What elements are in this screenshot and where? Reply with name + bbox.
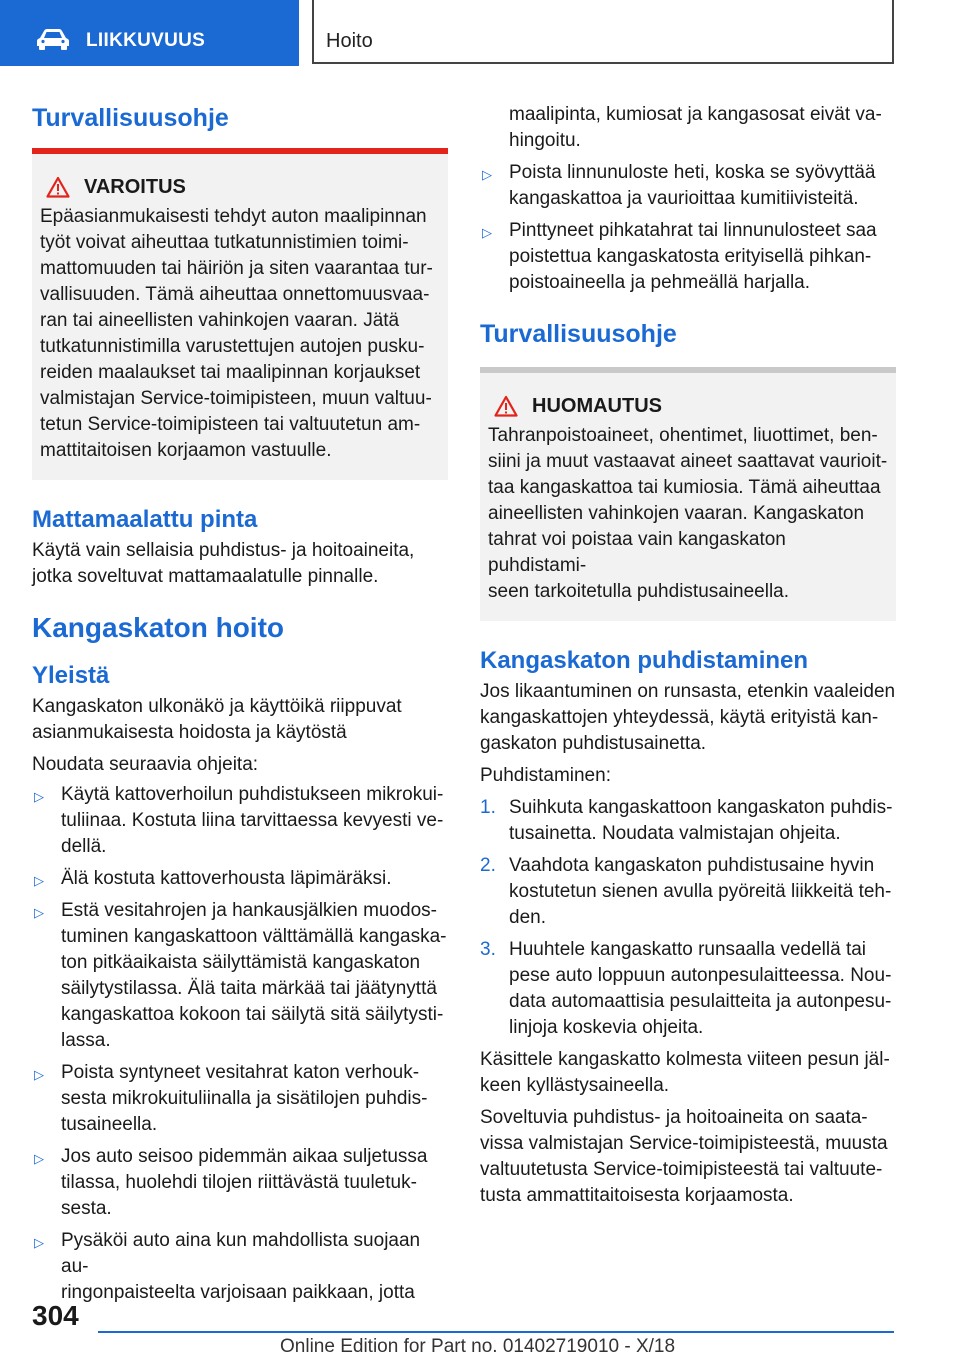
footer-divider [98, 1331, 894, 1333]
text-line: kangaskattoa kokoon tai säilytä sitä säilytysti- [61, 1004, 444, 1025]
step-item [480, 795, 896, 847]
list-item-continued [480, 102, 896, 154]
step-number: 1. [480, 797, 496, 818]
heading-general: Yleistä [32, 662, 110, 689]
triangle-bullet-icon: ▷ [482, 167, 492, 182]
text-line: tetun Service-toimipisteen tai valtuutetun am- [40, 414, 421, 435]
heading-safety-2: Turvallisuusohje [480, 320, 677, 348]
chapter-label: LIIKKUVUUS [86, 30, 206, 51]
text-line: tusta ammattitaitoisesta korjaamosta. [480, 1185, 794, 1206]
text-line: kostutetun sienen avulla pyöreitä liikkeitä teh- [509, 881, 892, 902]
warning-text [40, 204, 440, 464]
text-line: työt voivat aiheuttaa tutkatunnistimien toimi- [40, 232, 409, 253]
text-line: Poista linnunuloste heti, koska se syövyttää [509, 162, 876, 183]
text-line: Käytä kattoverhoilun puhdistukseen mikrokui- [61, 784, 444, 805]
general-paragraph [32, 694, 448, 746]
text-line: sesta. [61, 1198, 112, 1219]
cleaning-label: Puhdistaminen: [480, 765, 611, 786]
edition-text: Online Edition for Part no. 01402719010 - X/18 [280, 1336, 676, 1357]
text-line: keen kyllästysaineella. [480, 1075, 670, 1096]
page-number: 304 [32, 1300, 79, 1331]
list-item [32, 866, 448, 892]
text-line: asianmukaisesta hoidosta ja käytöstä [32, 722, 347, 743]
instructions-label: Noudata seuraavia ohjeita: [32, 754, 259, 775]
care-bullet-list [32, 782, 448, 1306]
text-line: Soveltuvia puhdistus- ja hoitoaineita on saata- [480, 1107, 868, 1128]
cleaning-paragraph [480, 679, 896, 757]
list-item [480, 160, 896, 212]
step-number: 2. [480, 855, 496, 876]
text-line: linjoja koskevia ohjeita. [509, 1017, 704, 1038]
list-item [32, 1228, 448, 1306]
text-line: Pinttyneet pihkatahrat tai linnunulosteet saa [509, 220, 877, 241]
text-line: taa kangaskattoa tai kumiosia. Tämä aiheuttaa [488, 477, 881, 498]
heading-safety: Turvallisuusohje [32, 104, 229, 132]
text-line: siini ja muut vastaavat aineet saattavat vaurioit- [488, 451, 888, 472]
chapter-tab[interactable] [0, 0, 299, 66]
right-column [480, 102, 896, 1209]
triangle-bullet-icon: ▷ [34, 873, 44, 888]
notice-title: HUOMAUTUS [532, 395, 662, 417]
section-label: Hoito [326, 30, 373, 52]
text-line: data automaattisia pesulaitteita ja autonpesu- [509, 991, 892, 1012]
warning-title-row [40, 174, 440, 200]
text-line: maalipinta, kumiosat ja kangasosat eivät va- [509, 104, 882, 125]
triangle-bullet-icon: ▷ [34, 789, 44, 804]
text-line: pese auto loppuun autonpesulaitteessa. Nou- [509, 965, 892, 986]
list-item [480, 218, 896, 296]
text-line: säilytystilassa. Älä taita märkää tai jäätynyttä [61, 978, 437, 999]
notice-title-row [488, 393, 888, 419]
text-line: gaskaton puhdistusainetta. [480, 733, 707, 754]
text-line: poistoaineella ja pehmeällä harjalla. [509, 272, 811, 293]
warning-triangle-icon [494, 395, 518, 417]
text-line: den. [509, 907, 546, 928]
text-line: mattitaitoisen korjaamon vastuulle. [40, 440, 332, 461]
text-line: Kangaskaton ulkonäkö ja käyttöikä riippuvat [32, 696, 402, 717]
impregnation-paragraph [480, 1047, 896, 1099]
text-line: Älä kostuta kattoverhousta läpimäräksi. [61, 868, 392, 889]
step-item [480, 937, 896, 1041]
text-line: Jos likaantuminen on runsasta, etenkin vaaleiden [480, 681, 896, 702]
text-line: hingoitu. [509, 130, 581, 151]
heading-fabric-roof-care: Kangaskaton hoito [32, 612, 285, 643]
text-line: vallisuuden. Tämä aiheuttaa onnettomuusvaa- [40, 284, 430, 305]
page-header [0, 0, 960, 66]
products-paragraph [480, 1105, 896, 1209]
text-line: Käytä vain sellaisia puhdistus- ja hoitoaineita, [32, 540, 415, 561]
text-line: Epäasianmukaisesti tehdyt auton maalipinnan [40, 206, 427, 227]
triangle-bullet-icon: ▷ [34, 1151, 44, 1166]
list-item [32, 1060, 448, 1138]
text-line: tilassa, huolehdi tilojen riittävästä tuuletuk- [61, 1172, 417, 1193]
text-line: vissa valmistajan Service-toimipisteestä, muusta [480, 1133, 888, 1154]
text-line: tahrat voi poistaa vain kangaskaton puhdistami- [488, 529, 786, 576]
step-item [480, 853, 896, 931]
list-item [32, 898, 448, 1054]
text-line: valtuutetusta Service-toimipisteestä tai valtuute- [480, 1159, 883, 1180]
text-line: mattomuuden tai häiriön ja siten vaarantaa tur- [40, 258, 433, 279]
text-line: ringonpaisteelta varjoisaan paikkaan, jotta [61, 1282, 415, 1303]
text-line: ran tai aineellisten vahinkojen vaaran. Jätä [40, 310, 400, 331]
text-line: Käsittele kangaskatto kolmesta viiteen pesun jäl- [480, 1049, 890, 1070]
text-line: Estä vesitahrojen ja hankausjälkien muodos- [61, 900, 437, 921]
warning-triangle-icon [46, 176, 70, 198]
text-line: Suihkuta kangaskattoon kangaskaton puhdis- [509, 797, 893, 818]
matt-paragraph [32, 538, 448, 590]
text-line: Huuhtele kangaskatto runsaalla vedellä tai [509, 939, 867, 960]
text-line: reiden maalaukset tai maalipinnan korjaukset [40, 362, 421, 383]
text-line: lassa. [61, 1030, 111, 1051]
text-line: Tahranpoistoaineet, ohentimet, liuottimet, ben- [488, 425, 878, 446]
text-line: jotka soveltuvat mattamaalatulle pinnalle. [32, 566, 379, 587]
car-icon [36, 28, 70, 50]
heading-matt: Mattamaalattu pinta [32, 506, 258, 533]
cleaning-steps [480, 795, 896, 1041]
warning-title: VAROITUS [84, 176, 186, 198]
text-line: kangaskattojen yhteydessä, käytä erityistä kan- [480, 707, 879, 728]
text-line: aineellisten vahinkojen vaaran. Kangaskaton [488, 503, 865, 524]
section-tab [312, 0, 894, 64]
text-line: valmistajan Service-toimipisteen, muun valtuu- [40, 388, 432, 409]
text-line: sesta mikrokuituliinalla ja sisätilojen puhdis- [61, 1088, 428, 1109]
care-bullet-list-continued [480, 102, 896, 296]
triangle-bullet-icon: ▷ [482, 225, 492, 240]
text-line: poistettua kangaskatosta erityisellä pihkan- [509, 246, 872, 267]
notice-text [488, 423, 888, 605]
text-line: tuminen kangaskattoon välttämällä kangaska- [61, 926, 447, 947]
triangle-bullet-icon: ▷ [34, 905, 44, 920]
text-line: ton pitkäaikaista säilyttämistä kangaskaton [61, 952, 421, 973]
text-line: tuliinaa. Kostuta liina tarvittaessa kevyesti ve- [61, 810, 444, 831]
text-line: kangaskattoa ja vaurioittaa kumitiivisteitä. [509, 188, 859, 209]
left-column [32, 96, 448, 1312]
step-number: 3. [480, 939, 496, 960]
text-line: tusaineella. [61, 1114, 158, 1135]
triangle-bullet-icon: ▷ [34, 1235, 44, 1250]
list-item [32, 782, 448, 860]
text-line: Pysäköi auto aina kun mahdollista suojaan au- [61, 1230, 421, 1277]
triangle-bullet-icon: ▷ [34, 1067, 44, 1082]
text-line: Vaahdota kangaskaton puhdistusaine hyvin [509, 855, 875, 876]
text-line: tutkatunnistimilla varustettujen autojen pusku- [40, 336, 425, 357]
text-line: tusainetta. Noudata valmistajan ohjeita. [509, 823, 841, 844]
list-item [32, 1144, 448, 1222]
text-line: Poista syntyneet vesitahrat katon verhouk- [61, 1062, 420, 1083]
warning-box [32, 148, 448, 480]
notice-box [480, 367, 896, 621]
heading-cleaning: Kangaskaton puhdistaminen [480, 647, 809, 674]
text-line: dellä. [61, 836, 107, 857]
text-line: Jos auto seisoo pidemmän aikaa suljetussa [61, 1146, 428, 1167]
text-line: seen tarkoitetulla puhdistusaineella. [488, 581, 790, 602]
